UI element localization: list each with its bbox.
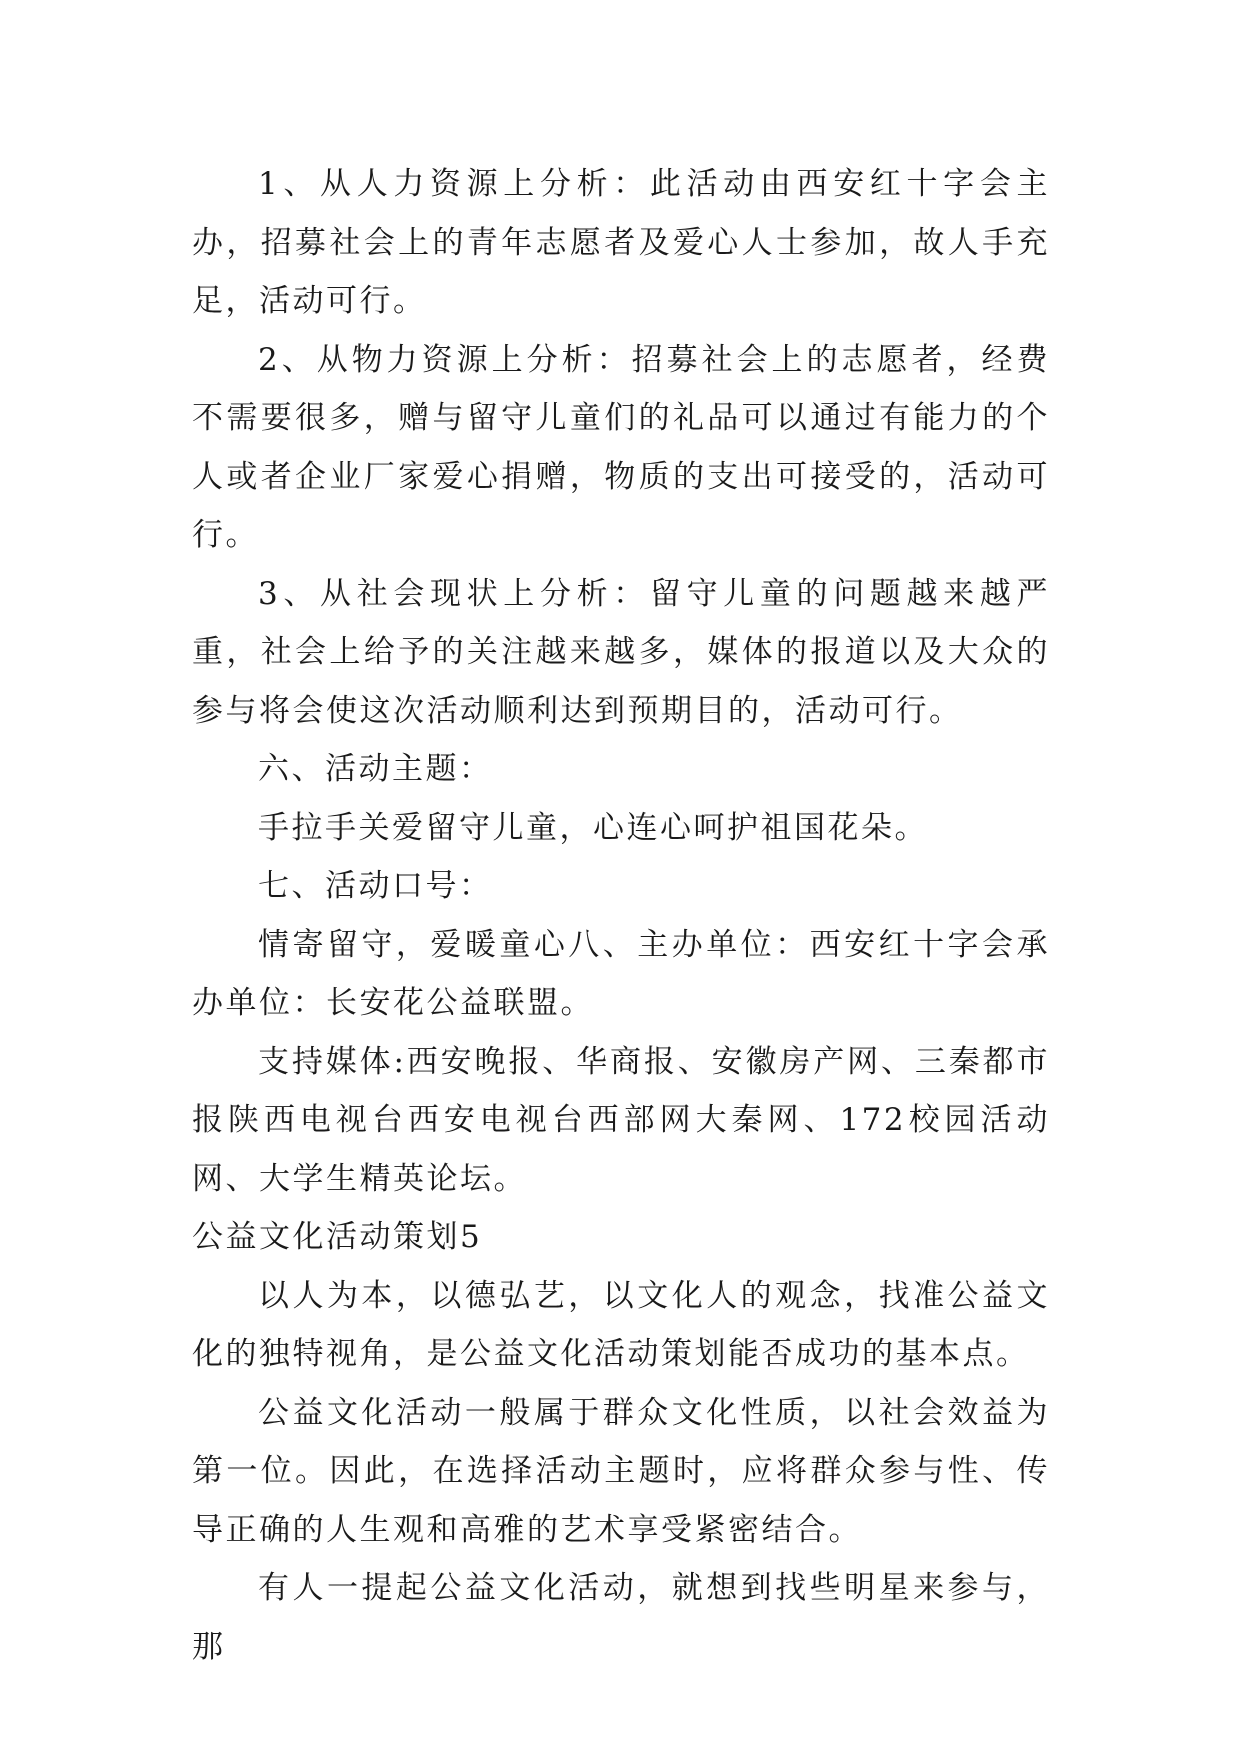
- paragraph-media-support: 支持媒体:西安晚报、华商报、安徽房产网、三秦都市报陕西电视台西安电视台西部网大秦网、172校园活动网、大学生精英论坛。: [192, 1043, 1050, 1197]
- paragraph-celebrities: 有人一提起公益文化活动，就想到找些明星来参与，那: [192, 1570, 1050, 1665]
- paragraph-people-oriented: 以人为本，以德弘艺，以文化人的观念，找准公益文化的独特视角，是公益文化活动策划能否成功的基本点。: [192, 1277, 1050, 1372]
- paragraph-human-resources: 1、从人力资源上分析：此活动由西安红十字会主办，招募社会上的青年志愿者及爱心人士参加，故人手充足，活动可行。: [192, 166, 1050, 319]
- paragraph-theme-heading: 六、活动主题：: [258, 751, 493, 787]
- paragraph-social-status: 3、从社会现状上分析：留守儿童的问题越来越严重，社会上给予的关注越来越多，媒体的报道以及大众的参与将会使这次活动顺利达到预期目的，活动可行。: [192, 575, 1050, 729]
- document-body: [192, 155, 1050, 1676]
- paragraph-slogan-organizers: 情寄留守，爱暖童心八、主办单位：西安红十字会承办单位：长安花公益联盟。: [192, 926, 1050, 1021]
- paragraph-theme: 手拉手关爱留守儿童，心连心呵护祖国花朵。: [258, 809, 928, 846]
- paragraph-mass-culture: 公益文化活动一般属于群众文化性质，以社会效益为第一位。因此，在选择活动主题时，应将群众参与性、传导正确的人生观和高雅的艺术享受紧密结合。: [192, 1394, 1050, 1548]
- paragraph-material-resources: 2、从物力资源上分析：招募社会上的志愿者，经费不需要很多，赠与留守儿童们的礼品可以通过有能力的个人或者企业厂家爱心捐赠，物质的支出可接受的，活动可行。: [192, 341, 1050, 553]
- paragraph-slogan-heading: 七、活动口号：: [258, 868, 493, 904]
- section-heading: 公益文化活动策划5: [192, 1219, 483, 1255]
